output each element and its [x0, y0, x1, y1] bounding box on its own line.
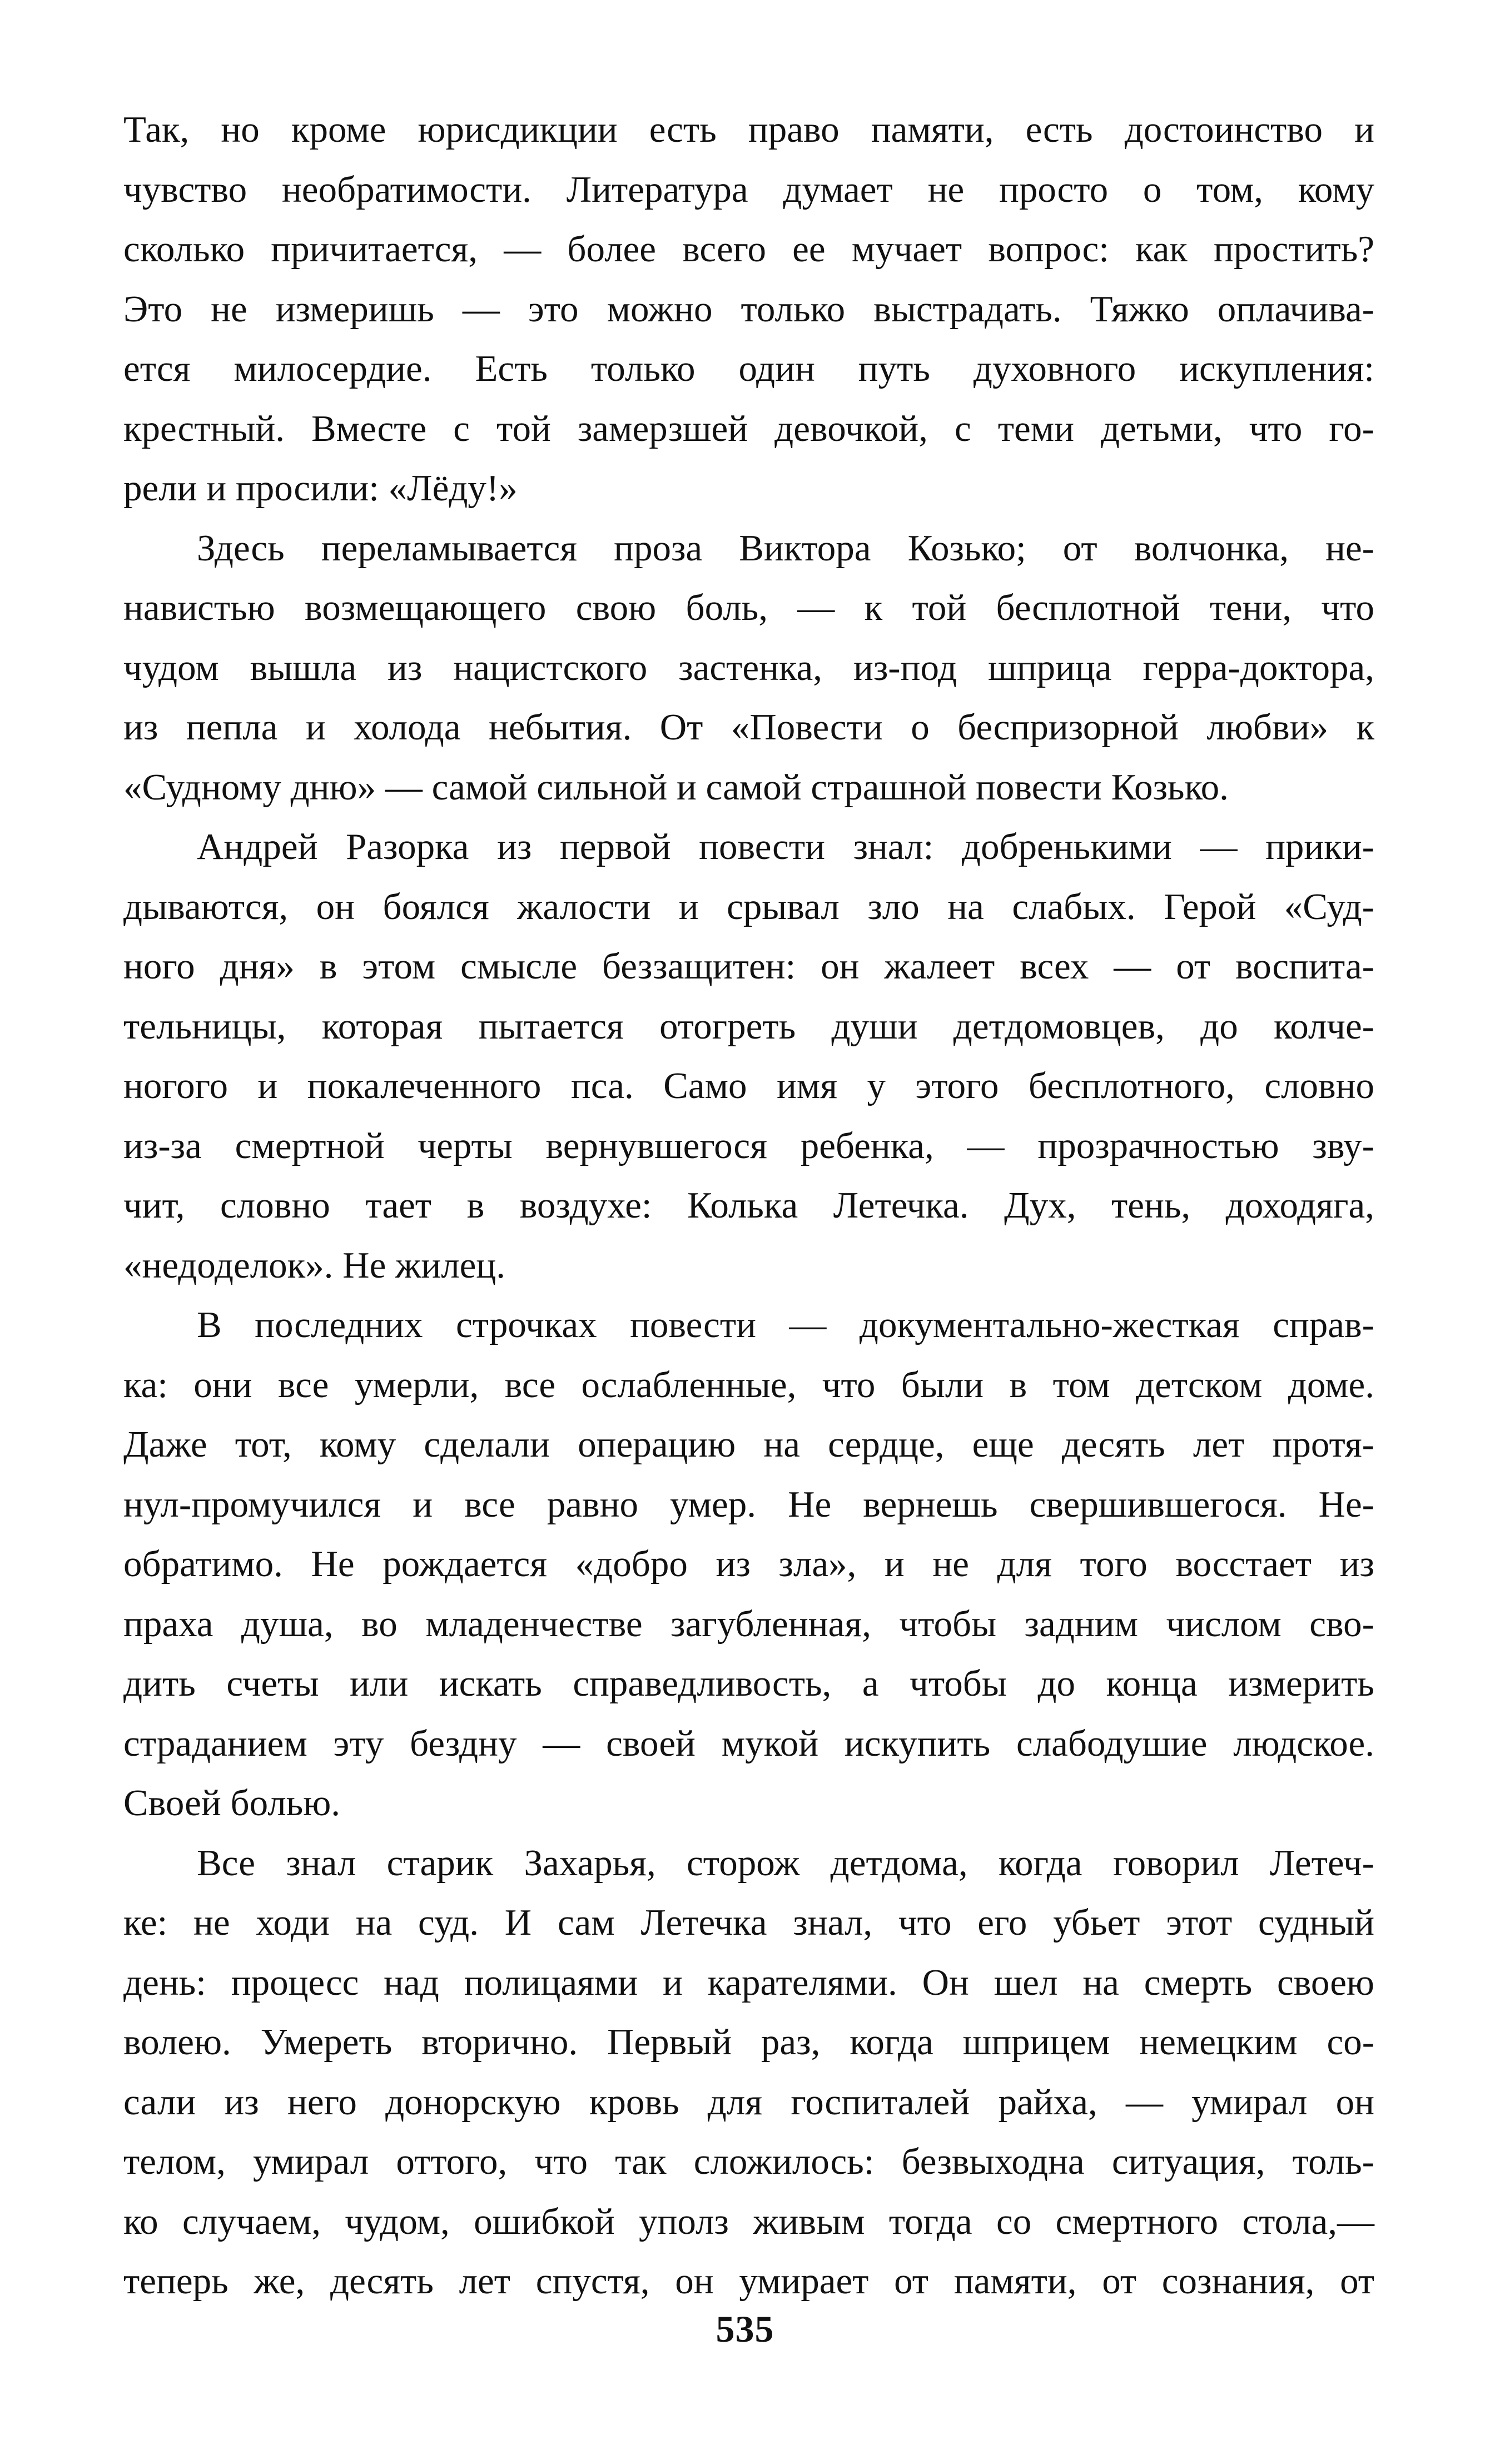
text-line: крестный. Вместе с той замерзшей девочкой, с теми детьми, что го-	[123, 408, 1374, 449]
paragraph	[123, 817, 1374, 1295]
text-line: ного дня» в этом смысле беззащитен: он жалеет всех — от воспита-	[123, 946, 1374, 987]
text-line: «Судному дню» — самой сильной и самой страшной повести Козько.	[123, 766, 1229, 808]
text-line: чудом вышла из нацистского застенка, из-под шприца герра-доктора,	[123, 647, 1374, 688]
text-line: из-за смертной черты вернувшегося ребенка, — прозрачностью зву-	[123, 1125, 1374, 1166]
paragraph	[123, 100, 1374, 519]
text-line: «недоделок». Не жилец.	[123, 1244, 505, 1286]
text-line: сколько причитается, — более всего ее мучает вопрос: как простить?	[123, 228, 1374, 270]
text-line: сали из него донорскую кровь для госпиталей райха, — умирал он	[123, 2081, 1374, 2123]
text-line: праха душа, во младенчестве загубленная, чтобы задним числом сво-	[123, 1603, 1374, 1645]
text-line: дываются, он боялся жалости и срывал зло на слабых. Герой «Суд-	[123, 886, 1374, 927]
text-line: из пепла и холода небытия. От «Повести о беспризорной любви» к	[123, 707, 1374, 748]
text-line: ется милосердие. Есть только один путь духовного искупления:	[123, 348, 1374, 389]
text-line: обратимо. Не рождается «добро из зла», и не для того восстает из	[123, 1543, 1374, 1584]
text-line: страданием эту бездну — своей мукой искупить слабодушие людское.	[123, 1722, 1374, 1764]
text-line: волею. Умереть вторично. Первый раз, когда шприцем немецким со-	[123, 2021, 1374, 2063]
text-line: теперь же, десять лет спустя, он умирает от памяти, от сознания, от	[123, 2261, 1374, 2302]
page-number: 535	[716, 2308, 774, 2350]
text-line: рели и просили: «Лёду!»	[123, 468, 518, 509]
text-line: ке: не ходи на суд. И сам Летечка знал, что его убьет этот судный	[123, 1902, 1374, 1943]
text-line: Это не измеришь — это можно только выстрадать. Тяжко оплачива-	[123, 288, 1374, 330]
text-line: Так, но кроме юрисдикции есть право памяти, есть достоинство и	[123, 109, 1374, 150]
paragraph	[123, 1295, 1374, 1834]
text-line: Здесь переламывается проза Виктора Козько; от волчонка, не-	[197, 527, 1374, 569]
text-line: чувство необратимости. Литература думает не просто о том, кому	[123, 168, 1374, 210]
text-line: нул-промучился и все равно умер. Не вернешь свершившегося. Не-	[123, 1483, 1374, 1525]
text-line: день: процесс над полицаями и карателями. Он шел на смерть своею	[123, 1961, 1374, 2003]
text-line: дить счеты или искать справедливость, а чтобы до конца измерить	[123, 1663, 1374, 1704]
text-line: В последних строчках повести — документально-жесткая справ-	[197, 1304, 1374, 1345]
text-line: навистью возмещающего свою боль, — к той бесплотной тени, что	[123, 587, 1374, 628]
text-line: ка: они все умерли, все ослабленные, что были в том детском доме.	[123, 1364, 1374, 1405]
text-line: тельницы, которая пытается отогреть души детдомовцев, до колче-	[123, 1005, 1374, 1047]
text-line: телом, умирал оттого, что так сложилось: безвыходна ситуация, толь-	[123, 2141, 1374, 2182]
text-column	[123, 100, 1374, 2312]
paragraph	[123, 1834, 1374, 2312]
text-line: Своей болью.	[123, 1782, 341, 1824]
text-line: Андрей Разорка из первой повести знал: добренькими — прики-	[197, 826, 1374, 867]
paragraph	[123, 519, 1374, 818]
text-line: ко случаем, чудом, ошибкой уполз живым тогда со смертного стола,—	[123, 2200, 1374, 2242]
text-line: чит, словно тает в воздухе: Колька Летечка. Дух, тень, доходяга,	[123, 1185, 1374, 1226]
text-line: Даже тот, кому сделали операцию на сердце, еще десять лет протя-	[123, 1424, 1374, 1465]
text-line: ногого и покалеченного пса. Само имя у этого бесплотного, словно	[123, 1065, 1374, 1106]
text-line: Все знал старик Захарья, сторож детдома, когда говорил Летеч-	[197, 1842, 1374, 1884]
